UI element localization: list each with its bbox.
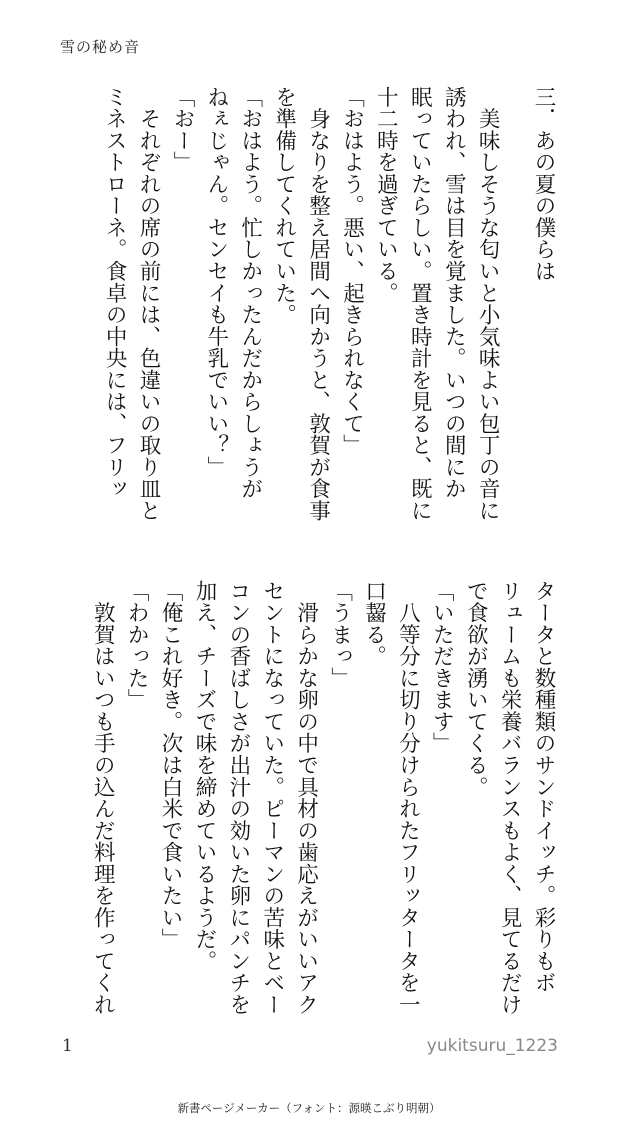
text-column: 身なりを整え居間へ向かうと、敦賀が食事 (305, 86, 331, 522)
text-column: 「俺これ好き。次は白米で食いたい」 (158, 580, 184, 950)
text-column: 「おはよう。悪い、起きられなくて」 (339, 86, 365, 456)
text-column: 滑らかな卵の中で具材の歯応えがいいアク (293, 580, 319, 1016)
running-title: 雪の秘め音 (60, 38, 141, 56)
text-column: リュームも栄養バランスもよく、見てるだけ (497, 580, 523, 1016)
text-column: 「いただきます」 (429, 580, 455, 755)
text-column: ねぇじゃん。センセイも牛乳でいい？」 (203, 86, 229, 478)
text-column: ミネストローネ。食卓の中央には、フリッ (102, 86, 128, 500)
text-column: 十二時を過ぎている。 (373, 86, 399, 304)
text-column: 「わかった」 (124, 580, 150, 711)
text-column: で食欲が湧いてくる。 (463, 580, 489, 798)
footer-credit: 新書ページメーカー（フォント：源暎こぶり明朝） (177, 1101, 441, 1115)
page-number: 1 (62, 1036, 73, 1056)
text-column: 眠っていたらしい。置き時計を見ると、既に (407, 86, 433, 522)
text-column: セントになっていた。ピーマンの苦味とベー (259, 580, 285, 1016)
text-column: 「おはよう。忙しかったんだからしょうが (237, 86, 263, 500)
text-column: タータと数種類のサンドイッチ。彩りもボ (531, 580, 556, 994)
text-column: 加え、チーズで味を締めているようだ。 (191, 580, 217, 972)
text-block-upper (60, 86, 560, 526)
chapter-heading: 三．あの夏の僕らは (531, 86, 556, 282)
text-column: 美味しそうな匂いと小気味よい包丁の音に (475, 86, 501, 522)
text-column: 「おー」 (169, 86, 195, 174)
text-column: 八等分に切り分けられたフリッタータを一 (395, 580, 421, 1016)
text-column: それぞれの席の前には、色違いの取り皿と (136, 86, 162, 522)
text-column: 口齧る。 (361, 580, 387, 668)
text-block-lower (60, 580, 560, 1016)
text-column: を準備してくれていた。 (271, 86, 297, 326)
author-handle: yukitsuru_1223 (426, 1036, 558, 1056)
text-column: 誘われ、雪は目を覚ました。いつの間にか (441, 86, 467, 500)
text-column: コンの香ばしさが出汁の効いた卵にパンチを (225, 580, 251, 1016)
text-column: 「うまっ」 (327, 580, 353, 689)
text-column: 敦賀はいつも手の込んだ料理を作ってくれ (90, 580, 116, 1016)
